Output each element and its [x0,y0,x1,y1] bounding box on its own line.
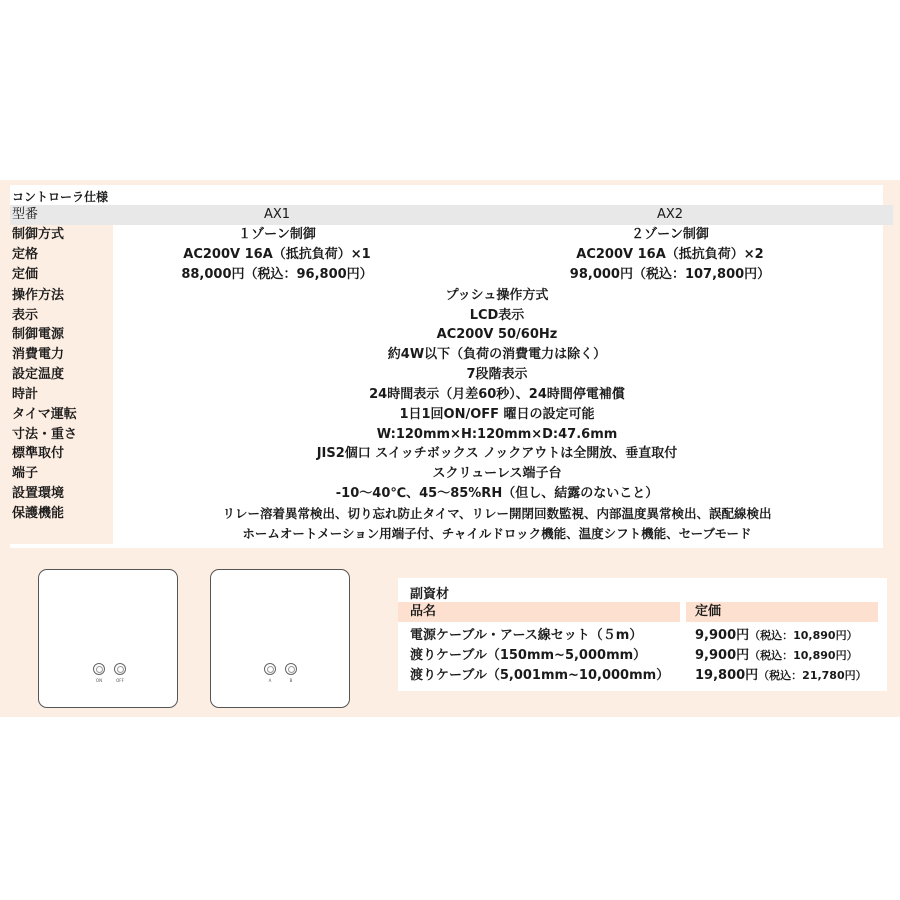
ax1-value: AC200V 16A（抵抗負荷）×1 [183,247,371,262]
shared-value: 約4W以下（負荷の消費電力は除く） [387,347,607,362]
spec-row [0,245,883,265]
row-label: タイマ運転 [12,407,77,422]
row-label: 定価 [12,267,39,282]
shared-value: リレー溶着異常検出、切り忘れ防止タイマ、リレー開閉回数監視、内部温度異常検出、誤配線検出 [222,506,772,521]
ax1-value: 88,000円（税込：96,800円） [181,267,373,282]
ax2-value: AC200V 16A（抵抗負荷）×2 [576,247,764,262]
ax2-value: ２ゾーン制御 [631,227,709,242]
row-label: 寸法・重さ [12,427,78,442]
spec-row [0,405,883,425]
row-label: 保護機能 [12,506,65,521]
row-label: 設置環境 [12,486,65,501]
accessories-title: 副資材 [410,587,450,602]
a-button-label: A [268,678,272,683]
b-button-label: B [289,678,293,683]
shared-value: AC200V 50/60Hz [436,327,558,342]
accessory-row [398,646,887,665]
controller-ax1-illustration [38,569,178,708]
shared-value: JIS2個口 スイッチボックス ノックアウトは全開放、垂直取付 [316,446,678,461]
shared-value: LCD表示 [469,308,525,323]
spec-row [0,444,883,464]
shared-value: プッシュ操作方式 [445,288,549,303]
spec-row [0,425,883,445]
shared-value: 1日1回ON/OFF 曜日の設定可能 [399,407,595,422]
on-button-icon [93,663,105,675]
price-header [686,602,878,622]
accessory-price [695,626,858,645]
shared-value: スクリューレス端子台 [432,466,562,481]
shared-value: W:120mm×H:120mm×D:47.6mm [376,427,618,442]
spec-row [0,286,883,306]
accessories-panel [398,578,887,691]
price-value: 9,900円 [695,628,750,643]
accessory-name: 渡りケーブル（150mm~5,000mm） [410,648,647,663]
model-ax1: AX1 [263,207,291,222]
price-tax: （税込：10,890円） [749,629,858,642]
spec-row [0,265,883,285]
accessory-row [398,626,887,645]
price-header-label: 定価 [695,604,722,619]
controller-ax2-illustration [210,569,350,708]
spec-row [0,524,883,544]
a-button-icon [264,663,276,675]
accessory-name: 渡りケーブル（5,001mm~10,000mm） [410,668,670,683]
model-ax2: AX2 [656,207,684,222]
spec-row [0,484,883,504]
accessory-price [695,666,867,685]
ax2-value: 98,000円（税込：107,800円） [569,267,771,282]
row-label: 設定温度 [12,367,65,382]
spec-row [0,306,883,326]
spec-title: コントローラ仕様 [12,190,109,204]
row-label: 操作方法 [12,288,65,303]
price-value: 9,900円 [695,648,750,663]
row-label: 端子 [12,466,39,481]
row-label: 表示 [12,308,39,323]
spec-row [0,464,883,484]
shared-value: -10～40℃、45～85%RH（但し、結露のないこと） [335,486,659,501]
row-label: 制御方式 [12,227,65,242]
on-button-label: ON [95,678,103,683]
row-label: 型番 [12,207,39,222]
row-label: 消費電力 [12,347,65,362]
off-button-icon [114,663,126,675]
shared-value: 7段階表示 [466,367,528,382]
row-label: 時計 [12,387,39,402]
shared-value: ホームオートメーション用端子付、チャイルドロック機能、温度シフト機能、セーブモード [242,526,752,541]
name-header-label: 品名 [410,604,437,619]
row-label: 定格 [12,247,39,262]
spec-row [0,325,883,345]
off-button-label: OFF [116,678,124,683]
price-tax: （税込：21,780円） [758,669,867,682]
name-header [398,602,680,622]
spec-row [0,225,883,245]
price-value: 19,800円 [695,668,759,683]
model-row [0,205,883,225]
spec-row [0,365,883,385]
spec-row [0,385,883,405]
accessory-name: 電源ケーブル・アース線セット（５m） [410,628,643,643]
shared-value: 24時間表示（月差60秒）、24時間停電補償 [369,387,625,402]
price-tax: （税込：10,890円） [749,649,858,662]
accessory-price [695,646,858,665]
ax1-value: １ゾーン制御 [238,227,316,242]
row-label: 制御電源 [12,327,65,342]
accessory-row [398,666,887,685]
row-label: 標準取付 [12,446,65,461]
spec-row [0,504,883,524]
b-button-icon [285,663,297,675]
spec-row [0,345,883,365]
